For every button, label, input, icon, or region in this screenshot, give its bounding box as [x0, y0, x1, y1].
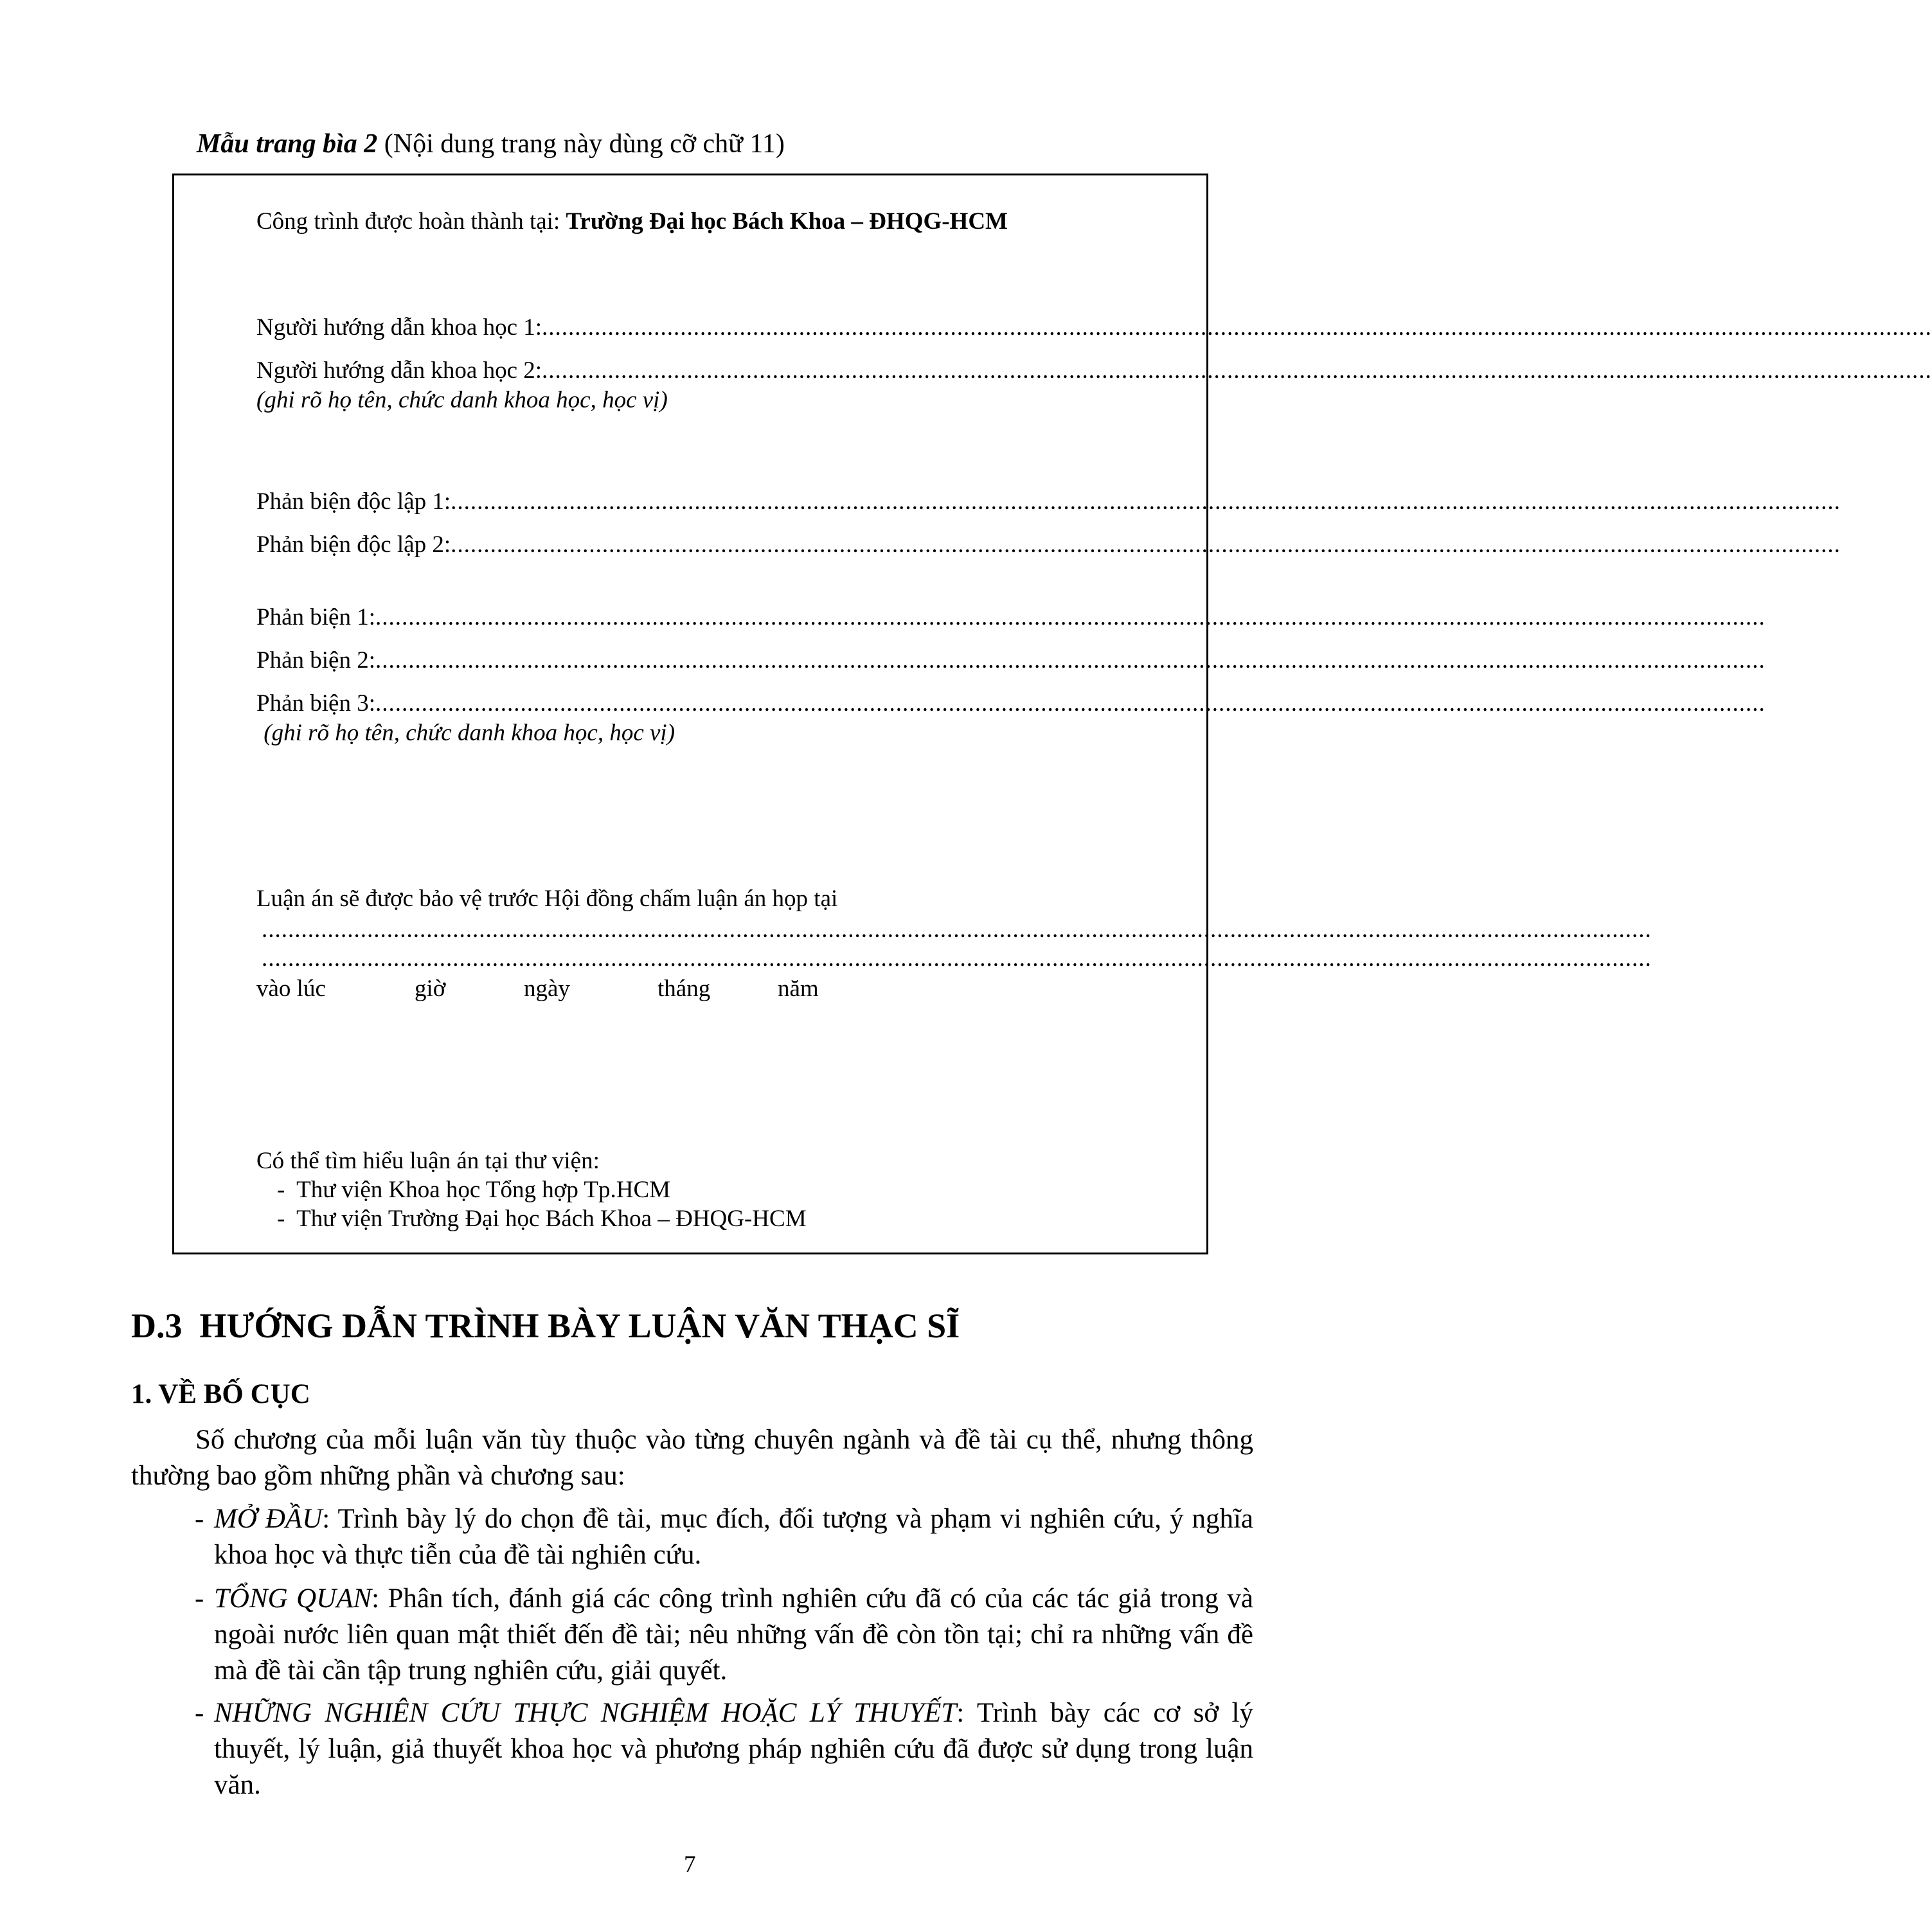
- time-year: năm: [778, 976, 819, 1002]
- reviewer-note: (ghi rõ họ tên, chức danh khoa học, học vị): [258, 720, 675, 746]
- independent-reviewer-2-line: [256, 531, 1841, 558]
- list-item-body: : Phân tích, đánh giá các công trình nghiên cứu đã có của các tác giả trong và ngoài nước liên quan mật thiết đến đề tài; nêu những vấn đề còn tồn tại; chỉ ra những vấn đề mà đề tài cần tập trung nghiên cứu, giải quyết.: [214, 1583, 1253, 1686]
- dot-leader: ...................................................................................................................................................................................................................: [542, 314, 1932, 341]
- library-item-1: - Thư viện Khoa học Tổng hợp Tp.HCM: [277, 1177, 671, 1203]
- sample-title-rest: (Nội dung trang này dùng cỡ chữ 11): [377, 129, 785, 159]
- page-number: 7: [684, 1851, 696, 1878]
- time-day: ngày: [524, 976, 570, 1002]
- independent-reviewer-1-label: Phản biện độc lập 1:: [256, 488, 451, 515]
- intro-paragraph: Số chương của mỗi luận văn tùy thuộc vào từng chuyên ngành và đề tài cụ thể, nhưng thông thường bao gồm những phần và chương sau:: [131, 1425, 1253, 1491]
- defense-location-line-1: [262, 916, 1652, 943]
- sample-title-italic: Mẫu trang bìa 2: [197, 129, 378, 159]
- reviewer-2-line: [256, 646, 1766, 674]
- cover-frame: [172, 174, 1932, 1254]
- list-item-label: TỔNG QUAN: [214, 1583, 372, 1614]
- list-bullet: -: [195, 1698, 204, 1728]
- list-item-body: : Trình bày các cơ sở lý thuyết, lý luận, giả thuyết khoa học và phương pháp nghiên cứu đã được sử dụng trong luận văn.: [214, 1698, 1253, 1800]
- dot-leader: ...................................................................................................................................................................................................................: [375, 604, 1766, 630]
- supervisor-1-label: Người hướng dẫn khoa học 1:: [256, 314, 542, 341]
- list-item-label: NHỮNG NGHIÊN CỨU THỰC NGHIỆM HOẶC LÝ THUYẾT: [214, 1698, 957, 1728]
- reviewer-3-line: [256, 690, 1766, 717]
- library-intro: Có thể tìm hiểu luận án tại thư viện:: [256, 1148, 600, 1174]
- list-item-text: [214, 1581, 1253, 1689]
- section-heading: D.3 HƯỚNG DẪN TRÌNH BÀY LUẬN VĂN THẠC SĨ: [131, 1306, 960, 1345]
- defense-location-line-2: [262, 945, 1652, 972]
- list-item-text: [214, 1695, 1253, 1803]
- independent-reviewer-2-label: Phản biện độc lập 2:: [256, 531, 451, 558]
- dot-leader: ...................................................................................................................................................................................................................: [451, 531, 1841, 558]
- independent-reviewer-1-line: [256, 488, 1841, 515]
- list-item-text: [214, 1501, 1253, 1573]
- list-bullet: -: [195, 1504, 204, 1534]
- supervisor-1-line: [256, 314, 1932, 341]
- list-item-body: : Trình bày lý do chọn đề tài, mục đích, đối tượng và phạm vi nghiên cứu, ý nghĩa khoa học và thực tiễn của đề tài nghiên cứu.: [214, 1504, 1253, 1570]
- dot-leader: ...................................................................................................................................................................................................................: [542, 357, 1932, 384]
- reviewer-2-label: Phản biện 2:: [256, 647, 375, 673]
- completed-institution: Trường Đại học Bách Khoa – ĐHQG-HCM: [566, 208, 1008, 235]
- reviewer-1-label: Phản biện 1:: [256, 604, 375, 630]
- time-month: tháng: [657, 976, 711, 1002]
- time-at: vào lúc: [256, 976, 326, 1002]
- completed-line: [256, 208, 1008, 235]
- list-item-label: MỞ ĐẦU: [214, 1504, 323, 1534]
- dot-leader: ...................................................................................................................................................................................................................: [262, 916, 1652, 943]
- completed-prefix: Công trình được hoàn thành tại:: [256, 208, 566, 235]
- dot-leader: ...................................................................................................................................................................................................................: [375, 690, 1766, 717]
- reviewer-1-line: [256, 603, 1766, 631]
- sample-title: [197, 129, 785, 159]
- dot-leader: ...................................................................................................................................................................................................................: [262, 945, 1652, 972]
- supervisor-2-line: [256, 357, 1932, 384]
- subsection-heading: 1. VỀ BỐ CỤC: [131, 1379, 310, 1409]
- dot-leader: ...................................................................................................................................................................................................................: [451, 488, 1841, 515]
- defense-time-line: [256, 975, 819, 1003]
- time-hour: giờ: [415, 976, 446, 1002]
- dot-leader: ...................................................................................................................................................................................................................: [375, 647, 1766, 673]
- reviewer-3-label: Phản biện 3:: [256, 690, 375, 717]
- list-bullet: -: [195, 1583, 204, 1614]
- library-item-2: - Thư viện Trường Đại học Bách Khoa – ĐHQG-HCM: [277, 1206, 807, 1232]
- supervisor-note: (ghi rõ họ tên, chức danh khoa học, học vị): [256, 387, 668, 413]
- supervisor-2-label: Người hướng dẫn khoa học 2:: [256, 357, 542, 384]
- defense-line: Luận án sẽ được bảo vệ trước Hội đồng chấm luận án họp tại: [256, 886, 838, 912]
